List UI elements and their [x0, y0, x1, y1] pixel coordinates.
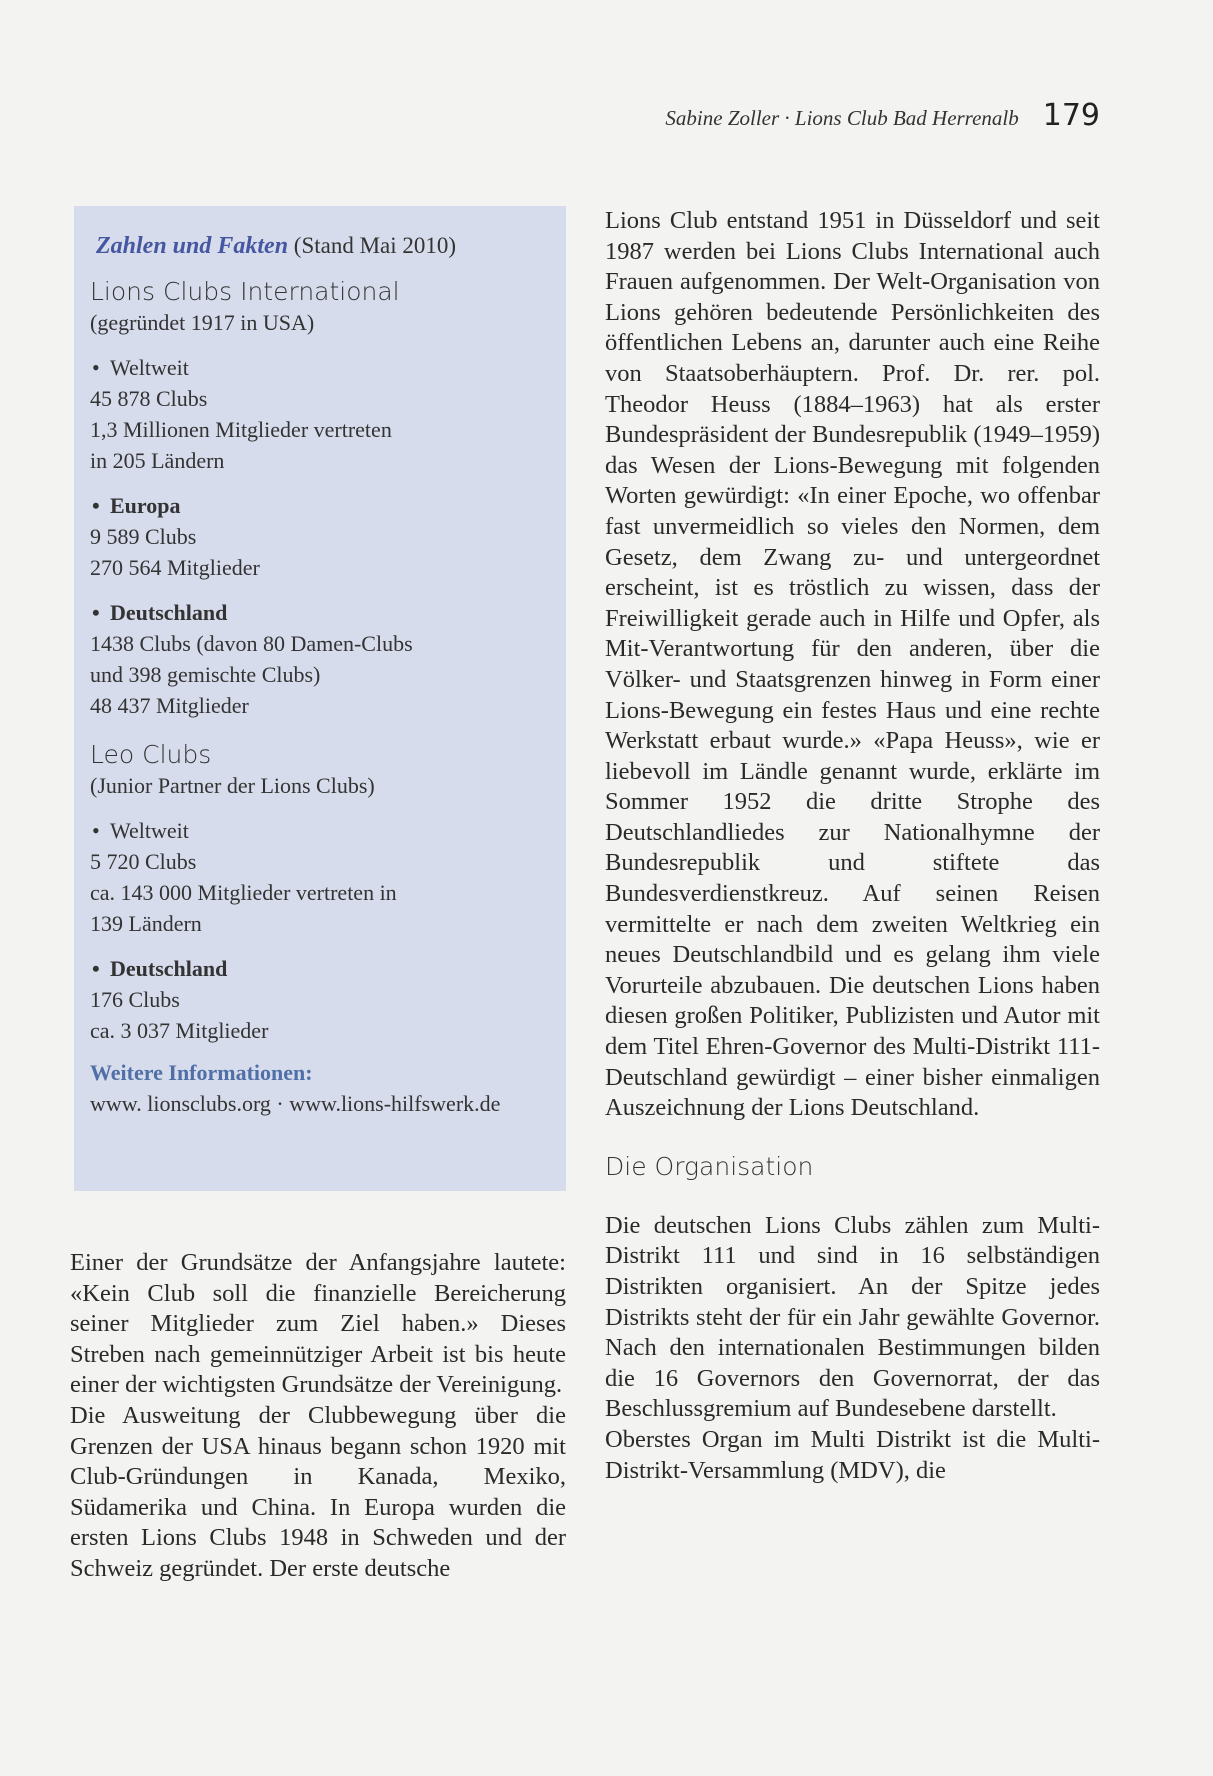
facts-section-lions: [90, 276, 550, 721]
facts-group-title: • Deutschland: [90, 953, 550, 984]
facts-line: 1,3 Millionen Mitglieder vertreten: [90, 417, 392, 442]
bullet-icon: •: [92, 600, 100, 625]
facts-section-heading: Lions Clubs International: [90, 277, 400, 306]
left-column: [70, 1248, 566, 1585]
facts-line: 45 878 Clubs: [90, 386, 208, 411]
facts-line: 48 437 Mitglieder: [90, 693, 249, 718]
more-info-title: Weitere Informationen:: [90, 1060, 313, 1085]
running-head: [560, 98, 1100, 133]
facts-group-title: • Deutschland: [90, 597, 550, 628]
facts-section-subheading: (Junior Partner der Lions Clubs): [90, 773, 375, 798]
facts-line: in 205 Ländern: [90, 448, 225, 473]
facts-title-note: (Stand Mai 2010): [293, 233, 457, 258]
facts-line: 176 Clubs: [90, 987, 180, 1012]
facts-group-weltweit: [90, 352, 550, 476]
facts-line: ca. 3 037 Mitglieder: [90, 1018, 269, 1043]
bullet-icon: •: [92, 355, 100, 380]
facts-line: ca. 143 000 Mitglieder vertreten in: [90, 880, 397, 905]
facts-line: 270 564 Mitglieder: [90, 555, 260, 580]
body-paragraph: Oberstes Organ im Multi Distrikt ist die Multi-Distrikt-Versammlung (MDV), die: [605, 1425, 1100, 1484]
facts-section-heading: Leo Clubs: [90, 740, 212, 769]
body-paragraph: Die Ausweitung der Clubbewegung über die Grenzen der USA hinaus begann schon 1920 mit Club-Gründungen in Kanada, Mexiko, Südamerika und China. In Europa wurden die ersten Lions Clubs 1948 in Schweden und der Schweiz gegründet. Der erste deutsche: [70, 1401, 566, 1582]
more-info-links: www. lionsclubs.org · www.lions-hilfswerk.de: [90, 1091, 501, 1116]
facts-group-deutschland: [90, 953, 550, 1046]
facts-section-subheading: (gegründet 1917 in USA): [90, 310, 315, 335]
facts-title-line: [96, 230, 550, 262]
facts-line: 1438 Clubs (davon 80 Damen-Clubs: [90, 631, 413, 656]
bullet-icon: •: [92, 956, 100, 981]
section-heading: Die Organisation: [605, 1151, 814, 1181]
facts-group-title: • Weltweit: [90, 815, 550, 846]
facts-line: 9 589 Clubs: [90, 524, 197, 549]
bullet-icon: •: [92, 818, 100, 843]
body-paragraph: Einer der Grundsätze der Anfangsjahre lautete: «Kein Club soll die finanzielle Bereicherung seiner Mitglieder zum Ziel haben.» Dieses Streben nach gemeinnütziger Arbeit ist bis heute einer der wichtigsten Grundsätze der Vereinigung.: [70, 1249, 566, 1399]
running-title: Sabine Zoller · Lions Club Bad Herrenalb: [665, 106, 1019, 130]
facts-group-title: • Europa: [90, 490, 550, 521]
facts-group-europa: [90, 490, 550, 583]
facts-line: 5 720 Clubs: [90, 849, 197, 874]
facts-group-weltweit: [90, 815, 550, 939]
body-paragraph: Die deutschen Lions Clubs zählen zum Multi-Distrikt 111 und sind in 16 selbständigen Distrikten organisiert. An der Spitze jedes Distrikts steht der für ein Jahr gewählte Governor. Nach den internationalen Bestimmungen bilden die 16 Governors den Governorrat, der das Beschlussgremium auf Bundesebene darstellt.: [605, 1211, 1100, 1423]
right-column: [605, 206, 1100, 1486]
facts-line: 139 Ländern: [90, 911, 202, 936]
facts-group-title: • Weltweit: [90, 352, 550, 383]
bullet-icon: •: [92, 493, 100, 518]
facts-box: [74, 206, 566, 1191]
facts-section-leo: [90, 739, 550, 1046]
facts-line: und 398 gemischte Clubs): [90, 662, 321, 687]
facts-group-deutschland: [90, 597, 550, 721]
facts-title: Zahlen und Fakten: [96, 233, 289, 259]
page-number: 179: [1042, 98, 1100, 133]
body-paragraph: Lions Club entstand 1951 in Düsseldorf und seit 1987 werden bei Lions Clubs International auch Frauen aufgenommen. Der Welt-Organisation von Lions gehören bedeutende Persönlichkeiten des öffentlichen Lebens an, darunter auch eine Reihe von Staatsoberhäuptern. Prof. Dr. rer. pol. Theodor Heuss (1884–1963) hat als erster Bundespräsident der Bundesrepublik (1949–1959) das Wesen der Lions-Bewegung mit folgenden Worten gewürdigt: «In einer Epoche, wo offenbar fast unvermeidlich so vieles den Normen, dem Gesetz, dem Zwang zu- und untergeordnet erscheint, ist es tröstlich zu wissen, dass der Freiwilligkeit gerade auch in Hilfe und Opfer, als Mit-Verantwortung für den anderen, über die Völker- und Staatsgrenzen hinweg in Form einer Lions-Bewegung ein festes Haus und eine rechte Werkstatt erbaut wurde.» «Papa Heuss», wie er liebevoll im Ländle genannt wurde, erklärte im Sommer 1952 die dritte Strophe des Deutschlandliedes zur Nationalhymne der Bundesrepublik und stiftete das Bundesverdienstkreuz. Auf seinen Reisen vermittelte er nach dem zweiten Weltkrieg ein neues Deutschlandbild und es gelang ihm viele Vorurteile abzubauen. Die deutschen Lions haben diesen großen Politiker, Publizisten und Autor mit dem Titel Ehren-Governor des Multi-Distrikt 111-Deutschland gewürdigt – einer bisher einmaligen Auszeichnung der Lions Deutschland.: [605, 207, 1100, 1122]
